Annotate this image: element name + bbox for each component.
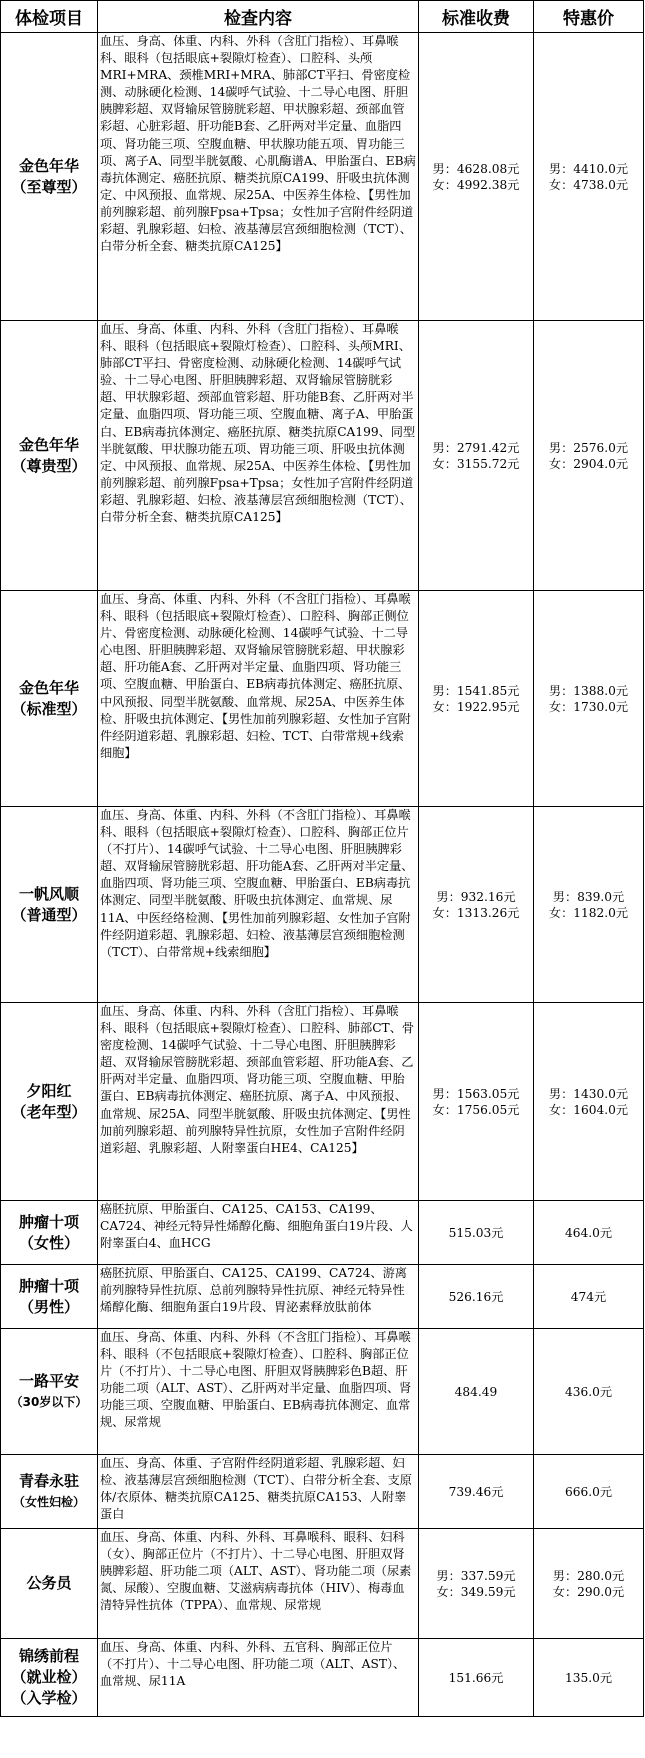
table-row xyxy=(1,1201,644,1265)
package-content: 癌胚抗原、甲胎蛋白、CA125、CA199、CA724、游离前列腺特异性抗原、总前列腺特异性抗原、神经元特异性烯醇化酶、细胞角蛋白19片段、胃泌素释放肽前体 xyxy=(98,1265,419,1329)
special-price: 男：4410.0元 女：4738.0元 xyxy=(534,33,644,321)
package-content: 血压、身高、体重、内科、外科（不含肛门指检）、耳鼻喉科、眼科（包括眼底+裂隙灯检查）、口腔科、胸部正位片（不打片）、14碳呼气试验、十二导心电图、肝胆胰脾彩超、双肾输尿管膀胱彩超、肝功能A套、乙肝两对半定量、血脂四项、肾功能三项、空腹血糖、甲胎蛋白、EB病毒抗体测定、同型半胱氨酸、肝吸虫抗体测定、血常规、尿11A、中医经络检测、【男性加前列腺彩超、女性加子宫附件经阴道彩超、乳腺彩超、妇检、液基薄层宫颈细胞检测（TCT）、白带常规+线索细胞】 xyxy=(98,807,419,1003)
header-standard-fee: 标准收费 xyxy=(419,1,534,33)
package-name: 青春永驻 （女性妇检） xyxy=(1,1455,98,1529)
special-price: 男：839.0元 女：1182.0元 xyxy=(534,807,644,1003)
package-name: 公务员 xyxy=(1,1529,98,1639)
table-row xyxy=(1,1003,644,1201)
header-package-name: 体检项目 xyxy=(1,1,98,33)
special-price: 135.0元 xyxy=(534,1639,644,1717)
package-name: 一路平安 （30岁以下） xyxy=(1,1329,98,1455)
package-content: 血压、身高、体重、内科、外科、耳鼻喉科、眼科、妇科（女）、胸部正位片（不打片）、十二导心电图、肝胆双肾胰脾彩超、肝功能二项（ALT、AST）、肾功能二项（尿素氮、尿酸）、空腹血糖、艾滋病病毒抗体（HIV）、梅毒血清特异性抗体（TPPA）、血常规、尿常规 xyxy=(98,1529,419,1639)
package-name: 锦绣前程 （就业检） （入学检） xyxy=(1,1639,98,1717)
standard-fee: 484.49 xyxy=(419,1329,534,1455)
package-content: 血压、身高、体重、内科、外科（含肛门指检）、耳鼻喉科、眼科（包括眼底+裂隙灯检查）、口腔科、头颅MRI、肺部CT平扫、骨密度检测、动脉硬化检测、14碳呼气试验、十二导心电图、肝胆胰脾彩超、双肾输尿管膀胱彩超、甲状腺彩超、颈部血管彩超、肝功能B套、乙肝两对半定量、血脂四项、肾功能三项、空腹血糖、离子A、甲胎蛋白、EB病毒抗体测定、癌胚抗原、糖类抗原CA199、同型半胱氨酸、甲状腺功能五项、胃功能三项、肝吸虫抗体测定、中风预报、血常规、尿25A、中医养生体检、【男性加前列腺彩超、前列腺Fpsa+Tpsa；女性加子宫附件经阴道彩超、乳腺彩超、妇检、液基薄层宫颈细胞检测（TCT）、白带分析全套、糖类抗原CA125】 xyxy=(98,321,419,591)
special-price: 436.0元 xyxy=(534,1329,644,1455)
special-price: 666.0元 xyxy=(534,1455,644,1529)
special-price: 男：1388.0元 女：1730.0元 xyxy=(534,591,644,807)
header-check-content: 检查内容 xyxy=(98,1,419,33)
package-name: 金色年华 （尊贵型） xyxy=(1,321,98,591)
package-content: 血压、身高、体重、内科、外科（含肛门指检）、耳鼻喉科、眼科（包括眼底+裂隙灯检查）、口腔科、肺部CT、骨密度检测、14碳呼气试验、十二导心电图、肝胆胰脾彩超、双肾输尿管膀胱彩超、颈部血管彩超、肝功能A套、乙肝两对半定量、血脂四项、肾功能三项、空腹血糖、甲胎蛋白、EB病毒抗体测定、癌胚抗原、离子A、中风预报、血常规、尿25A、同型半胱氨酸、肝吸虫抗体测定、【男性加前列腺彩超、前列腺特异性抗原，女性加子宫附件经阴道彩超、乳腺彩超、人附睾蛋白HE4、CA125】 xyxy=(98,1003,419,1201)
standard-fee: 男：2791.42元 女：3155.72元 xyxy=(419,321,534,591)
table-row xyxy=(1,1329,644,1455)
special-price: 男：2576.0元 女：2904.0元 xyxy=(534,321,644,591)
package-content: 血压、身高、体重、子宫附件经阴道彩超、乳腺彩超、妇检、液基薄层宫颈细胞检测（TCT）、白带分析全套、支原体/衣原体、糖类抗原CA125、糖类抗原CA153、人附睾蛋白 xyxy=(98,1455,419,1529)
standard-fee: 男：1541.85元 女：1922.95元 xyxy=(419,591,534,807)
standard-fee: 151.66元 xyxy=(419,1639,534,1717)
package-content: 血压、身高、体重、内科、外科（不含肛门指检）、耳鼻喉科、眼科（不包括眼底+裂隙灯检查）、口腔科、胸部正位片（不打片）、十二导心电图、肝胆双肾胰脾彩色B超、肝功能二项（ALT、AST）、乙肝两对半定量、血脂四项、肾功能三项、空腹血糖、甲胎蛋白、EB病毒抗体测定、血常规、尿常规 xyxy=(98,1329,419,1455)
package-content: 血压、身高、体重、内科、外科（含肛门指检）、耳鼻喉科、眼科（包括眼底+裂隙灯检查）、口腔科、头颅MRI+MRA、颈椎MRI+MRA、肺部CT平扫、骨密度检测、动脉硬化检测、14碳呼气试验、十二导心电图、肝胆胰脾彩超、双肾输尿管膀胱彩超、甲状腺彩超、颈部血管彩超、心脏彩超、肝功能B套、乙肝两对半定量、血脂四项、肾功能三项、空腹血糖、甲状腺功能五项、胃功能三项、离子A、同型半胱氨酸、心肌酶谱A、甲胎蛋白、EB病毒抗体测定、癌胚抗原、糖类抗原CA199、肝吸虫抗体测定、中风预报、血常规、尿25A、中医养生体检、【男性加前列腺彩超、前列腺Fpsa+Tpsa；女性加子宫附件经阴道彩超、乳腺彩超、妇检、液基薄层宫颈细胞检测（TCT）、白带分析全套、糖类抗原CA125】 xyxy=(98,33,419,321)
package-content: 血压、身高、体重、内科、外科（不含肛门指检）、耳鼻喉科、眼科（包括眼底+裂隙灯检查）、口腔科、胸部正侧位片、骨密度检测、动脉硬化检测、14碳呼气试验、十二导心电图、肝胆胰脾彩超、双肾输尿管膀胱彩超、甲状腺彩超、肝功能A套、乙肝两对半定量、血脂四项、肾功能三项、空腹血糖、甲胎蛋白、EB病毒抗体测定、癌胚抗原、中风预报、同型半胱氨酸、血常规、尿25A、中医养生体检、肝吸虫抗体测定、【男性加前列腺彩超、女性加子宫附件经阴道彩超、乳腺彩超、妇检、TCT、白带常规+线索细胞】 xyxy=(98,591,419,807)
table-row xyxy=(1,33,644,321)
standard-fee: 男：932.16元 女：1313.26元 xyxy=(419,807,534,1003)
standard-fee: 男：4628.08元 女：4992.38元 xyxy=(419,33,534,321)
package-name: 肿瘤十项 （男性） xyxy=(1,1265,98,1329)
package-content: 癌胚抗原、甲胎蛋白、CA125、CA153、CA199、CA724、神经元特异性烯醇化酶、细胞角蛋白19片段、人附睾蛋白4、血HCG xyxy=(98,1201,419,1265)
standard-fee: 739.46元 xyxy=(419,1455,534,1529)
table-row xyxy=(1,1265,644,1329)
package-name: 夕阳红 （老年型） xyxy=(1,1003,98,1201)
standard-fee: 515.03元 xyxy=(419,1201,534,1265)
standard-fee: 男：1563.05元 女：1756.05元 xyxy=(419,1003,534,1201)
package-name: 金色年华 （至尊型） xyxy=(1,33,98,321)
header-special-price: 特惠价 xyxy=(534,1,644,33)
package-name: 一帆风顺 （普通型） xyxy=(1,807,98,1003)
table-row xyxy=(1,807,644,1003)
package-content: 血压、身高、体重、内科、外科、五官科、胸部正位片（不打片）、十二导心电图、肝功能二项（ALT、AST）、血常规、尿11A xyxy=(98,1639,419,1717)
table-row xyxy=(1,591,644,807)
package-name: 金色年华 （标准型） xyxy=(1,591,98,807)
table-row xyxy=(1,321,644,591)
special-price: 男：1430.0元 女：1604.0元 xyxy=(534,1003,644,1201)
header-row xyxy=(1,1,644,33)
standard-fee: 526.16元 xyxy=(419,1265,534,1329)
special-price: 464.0元 xyxy=(534,1201,644,1265)
standard-fee: 男：337.59元 女：349.59元 xyxy=(419,1529,534,1639)
table-row xyxy=(1,1639,644,1717)
table-row xyxy=(1,1455,644,1529)
special-price: 男：280.0元 女：290.0元 xyxy=(534,1529,644,1639)
package-name: 肿瘤十项 （女性） xyxy=(1,1201,98,1265)
table-row xyxy=(1,1529,644,1639)
special-price: 474元 xyxy=(534,1265,644,1329)
